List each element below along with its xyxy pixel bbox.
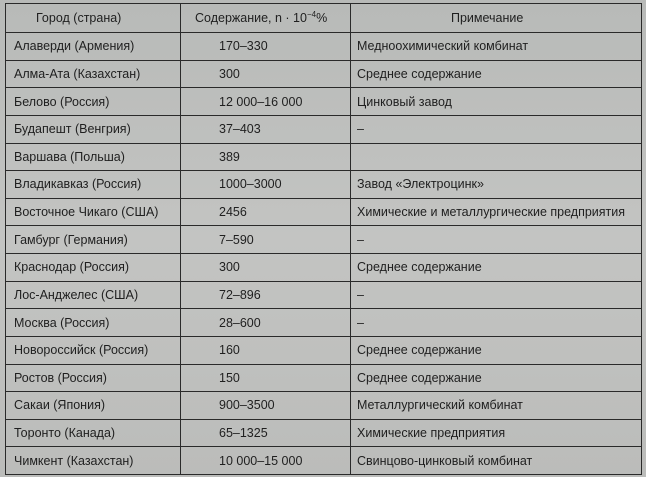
- table-row: [6, 254, 642, 282]
- table-row: [6, 226, 642, 254]
- note-cell: –: [351, 281, 642, 309]
- table-row: [6, 392, 642, 420]
- value-cell: 2456: [181, 198, 351, 226]
- table-row: [6, 198, 642, 226]
- note-cell: [351, 143, 642, 171]
- city-cell: Алаверди (Армения): [6, 33, 181, 61]
- city-cell: Будапешт (Венгрия): [6, 115, 181, 143]
- value-cell: 37–403: [181, 115, 351, 143]
- city-cell: Лос-Анджелес (США): [6, 281, 181, 309]
- note-cell: Завод «Электроцинк»: [351, 171, 642, 199]
- header-content-exponent: −4: [306, 10, 317, 20]
- note-cell: Среднее содержание: [351, 364, 642, 392]
- note-cell: –: [351, 226, 642, 254]
- value-cell: 389: [181, 143, 351, 171]
- note-cell: Среднее содержание: [351, 254, 642, 282]
- value-cell: 72–896: [181, 281, 351, 309]
- header-row: [6, 4, 642, 33]
- note-cell: –: [351, 309, 642, 337]
- header-content-unit: %: [316, 11, 328, 26]
- note-cell: Металлургический комбинат: [351, 392, 642, 420]
- table-row: [6, 88, 642, 116]
- city-cell: Алма-Ата (Казахстан): [6, 60, 181, 88]
- value-cell: 160: [181, 336, 351, 364]
- header-content: [181, 4, 351, 33]
- note-cell: Свинцово-цинковый комбинат: [351, 447, 642, 475]
- header-city: Город (страна): [6, 4, 181, 33]
- value-cell: 150: [181, 364, 351, 392]
- table-row: [6, 336, 642, 364]
- note-cell: –: [351, 115, 642, 143]
- value-cell: 12 000–16 000: [181, 88, 351, 116]
- city-cell: Новороссийск (Россия): [6, 336, 181, 364]
- note-cell: Среднее содержание: [351, 60, 642, 88]
- table-row: [6, 171, 642, 199]
- header-content-label: Содержание, n · 10: [195, 11, 307, 26]
- value-cell: 900–3500: [181, 392, 351, 420]
- table-row: [6, 364, 642, 392]
- note-cell: Химические и металлургические предприятия: [351, 198, 642, 226]
- table-row: [6, 447, 642, 475]
- city-cell: Чимкент (Казахстан): [6, 447, 181, 475]
- city-cell: Владикавказ (Россия): [6, 171, 181, 199]
- city-cell: Москва (Россия): [6, 309, 181, 337]
- value-cell: 7–590: [181, 226, 351, 254]
- table-row: [6, 115, 642, 143]
- city-cell: Сакаи (Япония): [6, 392, 181, 420]
- note-cell: Химические предприятия: [351, 419, 642, 447]
- data-table: [5, 3, 642, 475]
- table-row: [6, 309, 642, 337]
- value-cell: 28–600: [181, 309, 351, 337]
- city-cell: Белово (Россия): [6, 88, 181, 116]
- value-cell: 300: [181, 254, 351, 282]
- table-row: [6, 419, 642, 447]
- city-cell: Гамбург (Германия): [6, 226, 181, 254]
- city-cell: Ростов (Россия): [6, 364, 181, 392]
- table-row: [6, 143, 642, 171]
- table-row: [6, 33, 642, 61]
- city-cell: Варшава (Польша): [6, 143, 181, 171]
- table-row: [6, 281, 642, 309]
- note-cell: Цинковый завод: [351, 88, 642, 116]
- table-row: [6, 60, 642, 88]
- value-cell: 65–1325: [181, 419, 351, 447]
- value-cell: 1000–3000: [181, 171, 351, 199]
- value-cell: 170–330: [181, 33, 351, 61]
- header-note: Примечание: [351, 4, 642, 33]
- city-cell: Краснодар (Россия): [6, 254, 181, 282]
- city-cell: Восточное Чикаго (США): [6, 198, 181, 226]
- note-cell: Медноохимический комбинат: [351, 33, 642, 61]
- value-cell: 300: [181, 60, 351, 88]
- note-cell: Среднее содержание: [351, 336, 642, 364]
- value-cell: 10 000–15 000: [181, 447, 351, 475]
- city-cell: Торонто (Канада): [6, 419, 181, 447]
